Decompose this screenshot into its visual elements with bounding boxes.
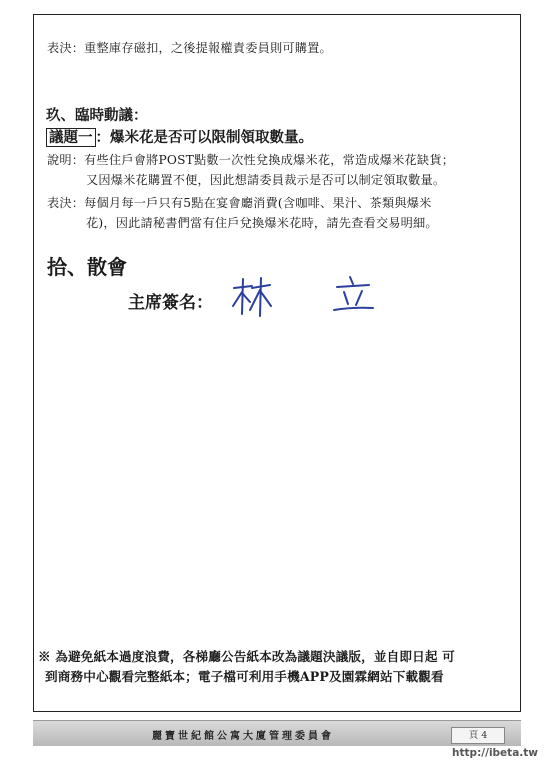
footer-bar — [33, 720, 521, 746]
issue-title: ：爆米花是否可以限制領取數量。 — [95, 129, 313, 146]
notice-line-1: ※ 為避免紙本過度浪費，各梯廳公告紙本改為議題決議版，並自即日起 可 — [38, 649, 455, 664]
explanation-line-1: 說明：有些住戶會將POST點數一次性兌換成爆米花，常造成爆米花缺貨； — [47, 153, 455, 167]
resolution-line-1: 表決：每個月每一戶只有5點在宴會廳消費(含咖啡、果汁、茶類與爆米 — [47, 196, 432, 210]
explanation-line-2: 又因爆米花購置不便，因此想請委員裁示是否可以制定領取數量。 — [86, 173, 446, 187]
page-number: 頁 4 — [451, 727, 505, 744]
section-10-heading: 拾、散會 — [47, 255, 127, 279]
footer-org-name: 麗寶世紀館公寓大廈管理委員會 — [152, 731, 334, 742]
previous-resolution: 表決：重整庫存磁扣，之後提報權責委員則可購置。 — [47, 41, 332, 55]
signature-label: 主席簽名： — [128, 293, 213, 313]
issue-1-title-row — [46, 126, 313, 147]
notice-line-2: 到商務中心觀看完整紙本；電子檔可利用手機APP及園霖網站下載觀看 — [45, 669, 444, 684]
section-9-heading: 玖、臨時動議： — [46, 107, 148, 124]
watermark-text: http://ibeta.tw — [452, 747, 538, 759]
resolution-line-2: 花)，因此請秘書們當有住戶兌換爆米花時，請先查看交易明細。 — [86, 216, 438, 230]
chairman-signature — [228, 274, 388, 324]
issue-tag: 議題一 — [46, 128, 96, 147]
